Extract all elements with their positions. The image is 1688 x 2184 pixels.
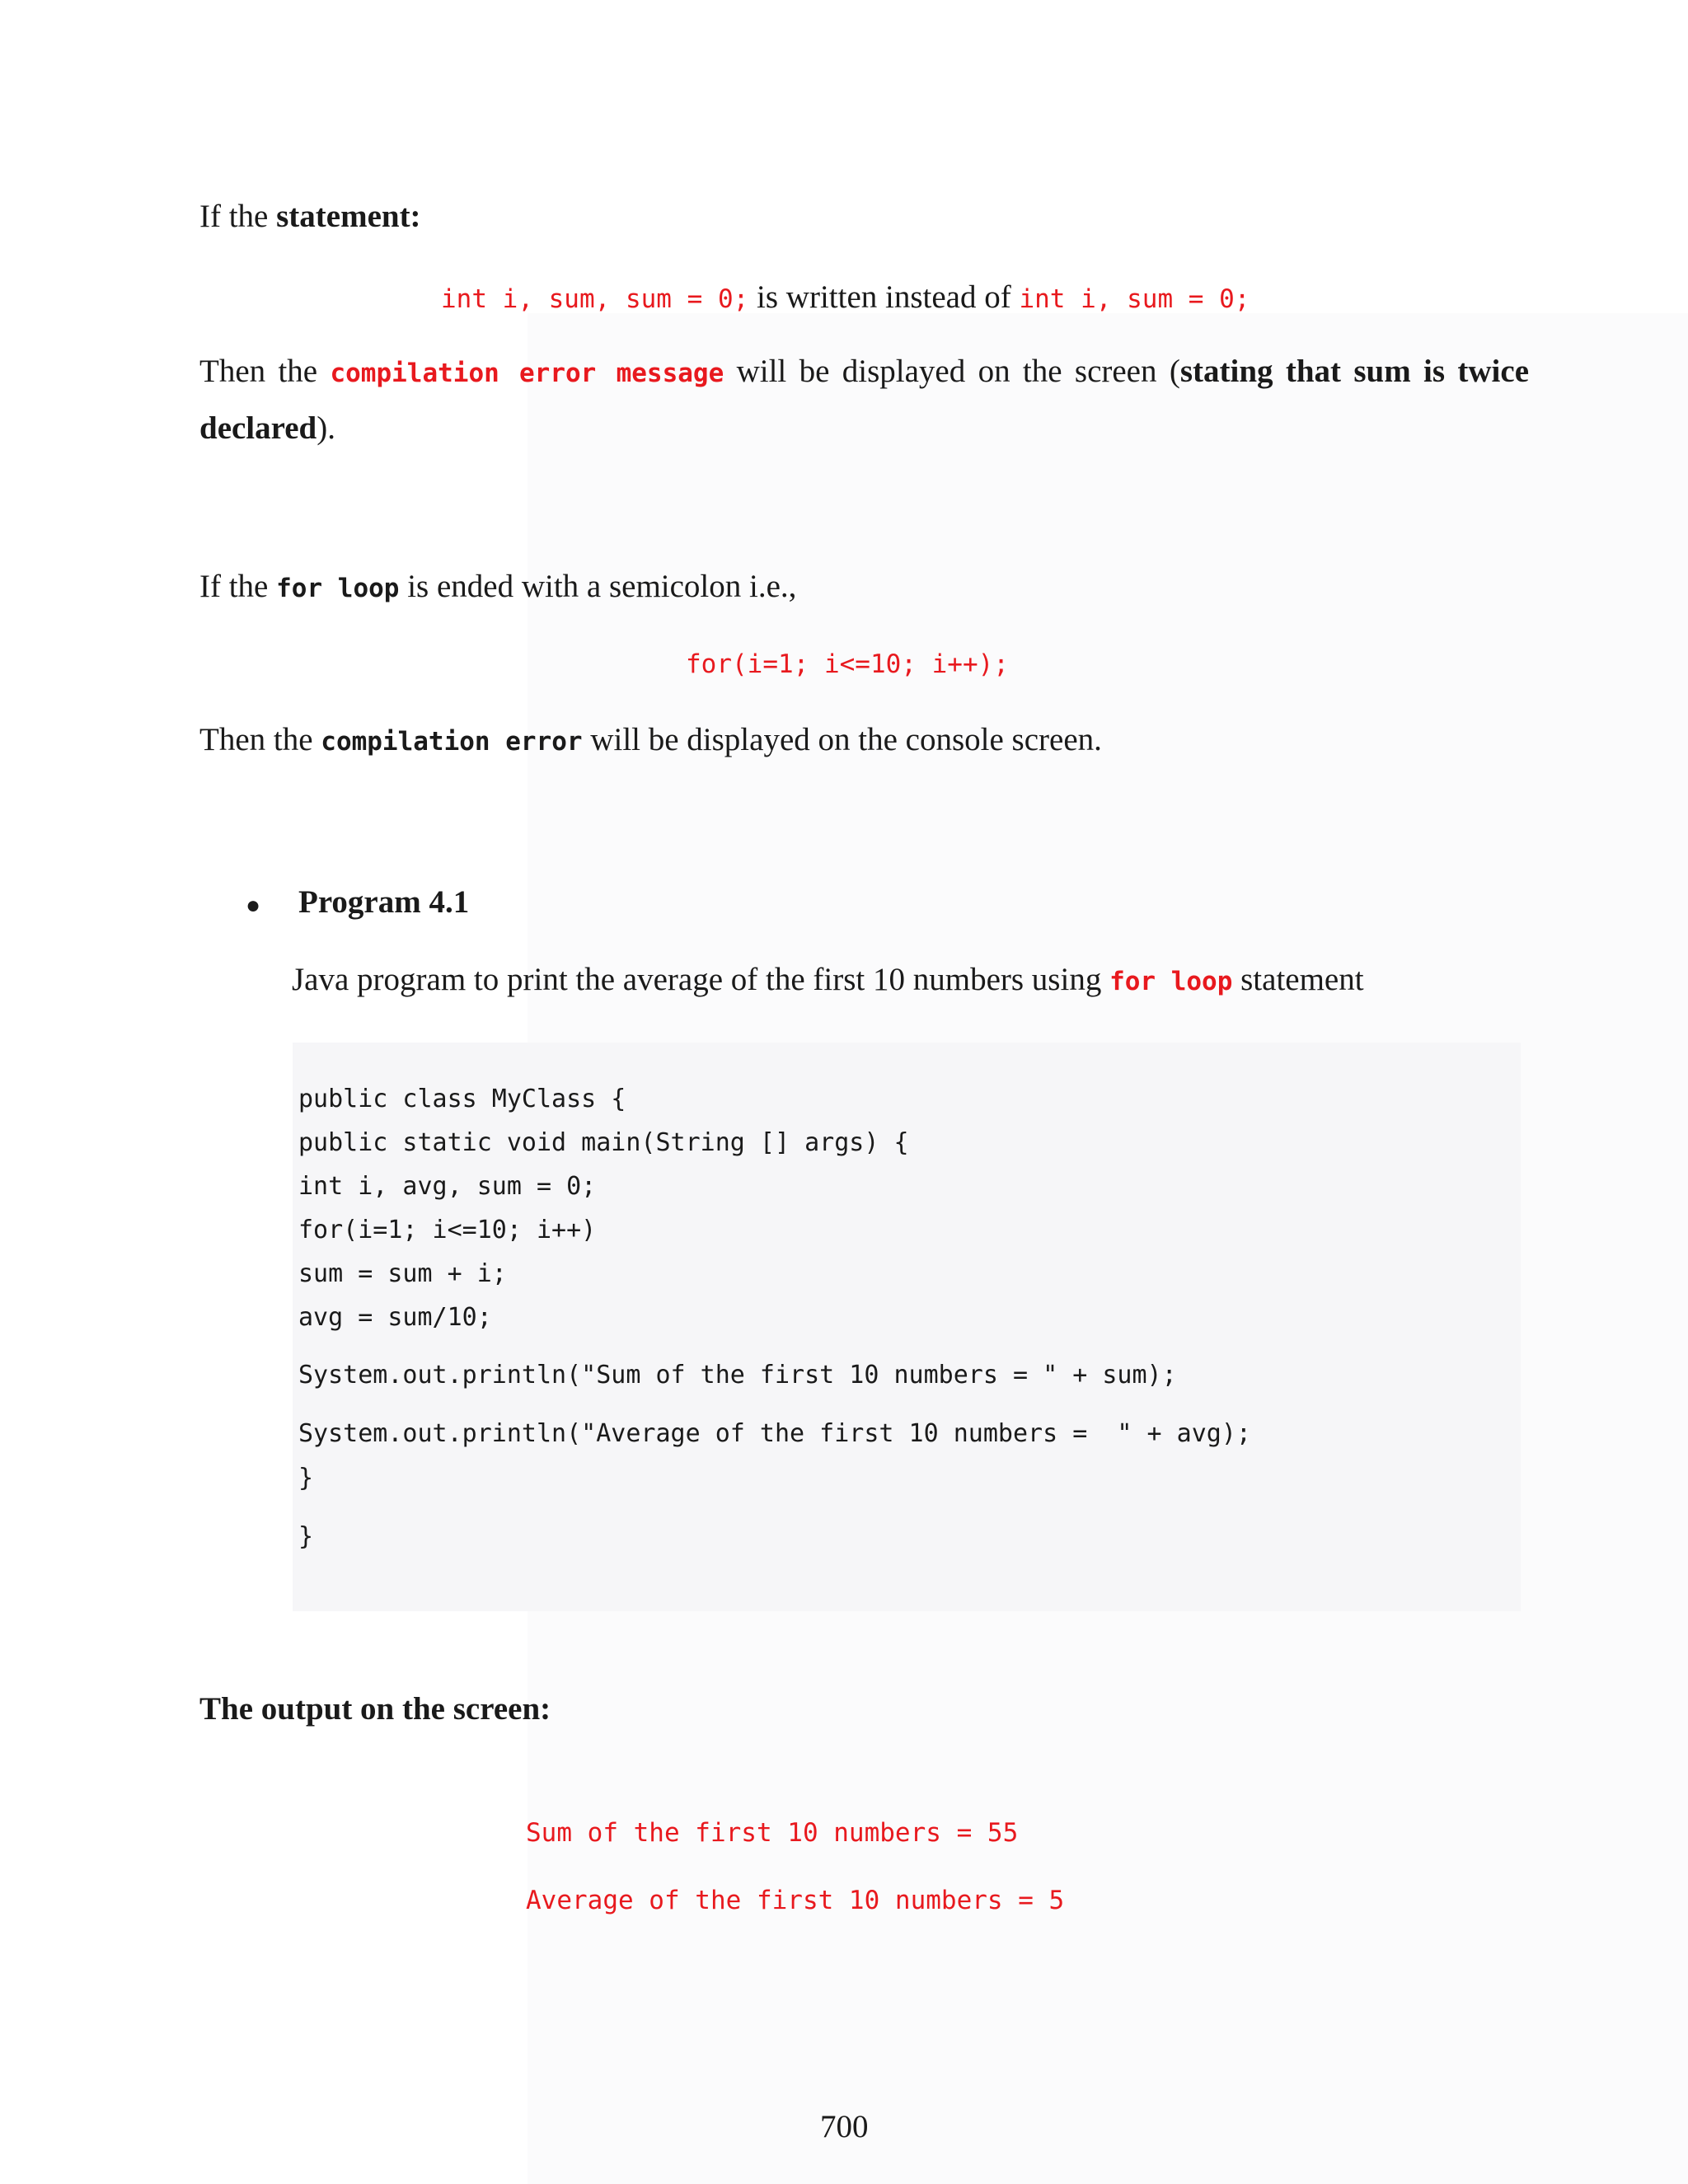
output-line-average: Average of the first 10 numbers = 5	[526, 1886, 1065, 1915]
para3-bold: stating that sum is twice	[1179, 354, 1530, 389]
intro-paragraph	[199, 198, 421, 235]
bullet-icon: ●	[246, 892, 261, 919]
para6-suffix: will be displayed on the console screen.	[582, 722, 1102, 757]
code-line: }	[298, 1522, 314, 1551]
compilation-error-message-code: compilation error message	[330, 359, 724, 388]
wrong-statement-code: int i, sum, sum = 0;	[441, 284, 749, 314]
statement-comparison	[441, 279, 1250, 316]
intro-bold: statement:	[276, 199, 421, 234]
page-number: 700	[820, 2109, 869, 2144]
code-line: for(i=1; i<=10; i++)	[298, 1216, 597, 1244]
para3-bold-line2: declared	[199, 410, 317, 446]
code-line: avg = sum/10;	[298, 1303, 492, 1332]
comparison-text: is written instead of	[748, 279, 1020, 315]
intro-text: If the	[199, 199, 277, 234]
para6-prefix: Then the	[199, 722, 321, 757]
for-loop-code: for loop	[276, 574, 400, 603]
correct-statement-code: int i, sum = 0;	[1019, 284, 1250, 314]
output-heading: The output on the screen:	[199, 1691, 551, 1727]
console-error-paragraph	[199, 721, 1102, 758]
code-line: System.out.println("Sum of the first 10 numbers = " + sum);	[298, 1361, 1177, 1390]
code-line: public class MyClass {	[298, 1085, 626, 1113]
program-description	[292, 961, 1364, 998]
program-desc-suffix: statement	[1232, 962, 1364, 997]
code-line: }	[298, 1464, 314, 1493]
program-desc-code: for loop	[1109, 967, 1233, 996]
program-desc-prefix: Java program to print the average of the first 10 numbers using	[292, 962, 1110, 997]
para4-suffix: is ended with a semicolon i.e.,	[399, 569, 797, 604]
compilation-error-code: compilation error	[321, 727, 583, 757]
code-line: int i, avg, sum = 0;	[298, 1172, 597, 1201]
for-loop-semicolon-code: for(i=1; i<=10; i++);	[686, 649, 1009, 679]
output-line-sum: Sum of the first 10 numbers = 55	[526, 1818, 1019, 1848]
code-line: public static void main(String [] args) {	[298, 1128, 909, 1157]
para3-end: ).	[316, 410, 336, 446]
para4-prefix: If the	[199, 569, 277, 604]
code-line: sum = sum + i;	[298, 1259, 507, 1288]
for-loop-semicolon-example	[686, 649, 1009, 679]
program-title: Program 4.1	[298, 884, 470, 920]
code-line: System.out.println("Average of the first 10 numbers = " + avg);	[298, 1419, 1251, 1448]
compilation-error-paragraph-line2	[199, 410, 335, 447]
para3-text-1: Then the	[199, 354, 318, 389]
for-loop-semicolon-paragraph	[199, 568, 796, 605]
para3-text-2: will be displayed on the screen (	[736, 354, 1180, 389]
compilation-error-paragraph	[199, 353, 1529, 390]
